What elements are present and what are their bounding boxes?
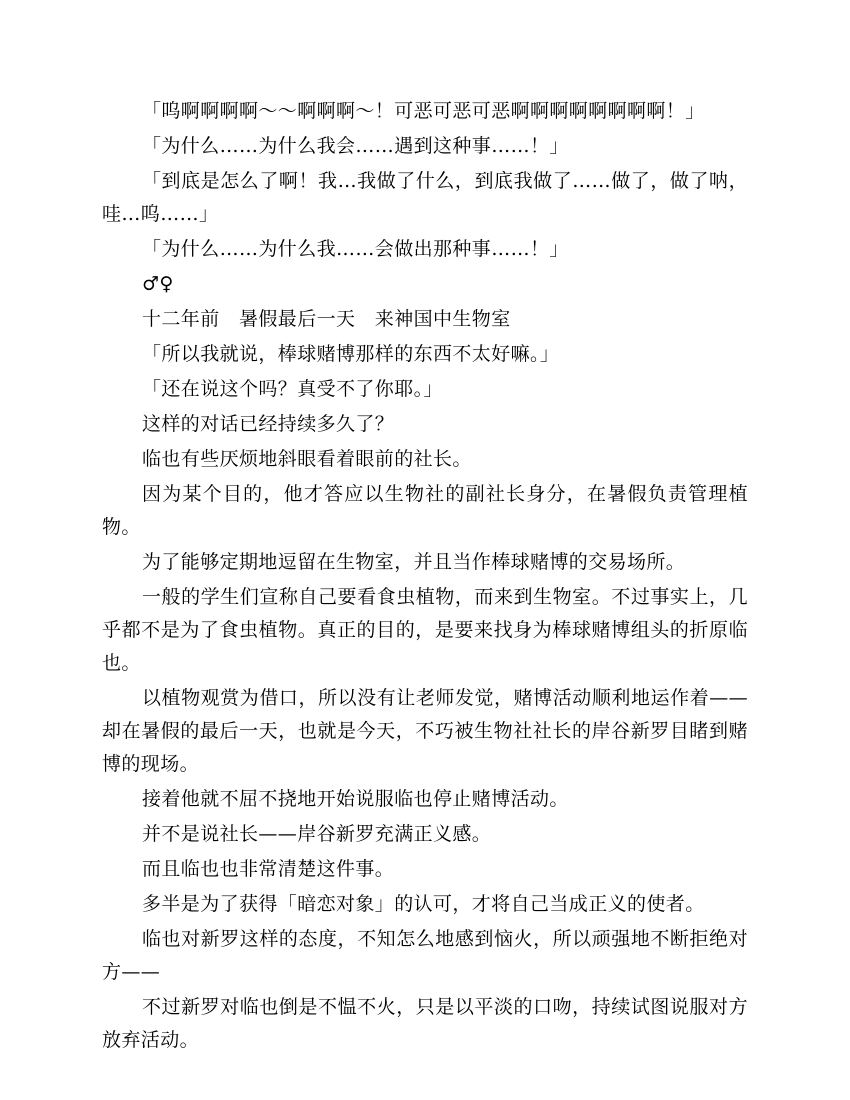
paragraph: 并不是说社长——岸谷新罗充满正义感。 [142,823,492,845]
paragraph: 一般的学生们宣称自己要看食虫植物，而来到生物室。不过事实上，几乎都不是为了食虫植物。真正的目的，是要来找身为棒球赌博组头的折原临也。 [102,586,748,674]
paragraph: 临也有些厌烦地斜眼看着眼前的社长。 [142,448,472,470]
paragraph: 不过新罗对临也倒是不愠不火，只是以平淡的口吻，持续试图说服对方放弃活动。 [102,996,748,1051]
paragraph: 而且临也也非常清楚这件事。 [142,858,395,880]
document-page [102,95,748,1059]
paragraph: 「所以我就说，棒球赌博那样的东西不太好嘛。」 [142,343,560,365]
paragraph: 「为什么……为什么我……会做出那种事……！」 [142,238,569,260]
paragraph: 以植物观赏为借口，所以没有让老师发觉，赌博活动顺利地运作着——却在暑假的最后一天，也就是今天，不巧被生物社社长的岸谷新罗目睹到赌博的现场。 [102,687,748,775]
paragraph: 「到底是怎么了啊！我…我做了什么，到底我做了……做了，做了呐，哇…呜……」 [102,170,748,225]
paragraph: 因为某个目的，他才答应以生物社的副社长身分，在暑假负责管理植物。 [102,483,748,538]
paragraph: 多半是为了获得「暗恋对象」的认可，才将自己当成正义的使者。 [142,893,705,915]
paragraph: 这样的对话已经持续多久了？ [142,413,395,435]
paragraph: 「还在说这个吗？真受不了你耶。」 [142,378,443,400]
paragraph: 「为什么……为什么我会……遇到这种事……！」 [142,135,569,157]
paragraph: 为了能够定期地逗留在生物室，并且当作棒球赌博的交易场所。 [142,551,686,573]
scene-heading: 十二年前 暑假最后一天 来神国中生物室 [142,308,511,330]
paragraph: 接着他就不屈不挠地开始说服临也停止赌博活动。 [142,788,569,810]
paragraph: 「呜啊啊啊啊～～啊啊啊～！可恶可恶可恶啊啊啊啊啊啊啊啊！」 [142,100,705,122]
section-divider: ♂♀ [142,273,174,295]
paragraph: 临也对新罗这样的态度，不知怎么地感到恼火，所以顽强地不断拒绝对方—— [102,928,748,983]
